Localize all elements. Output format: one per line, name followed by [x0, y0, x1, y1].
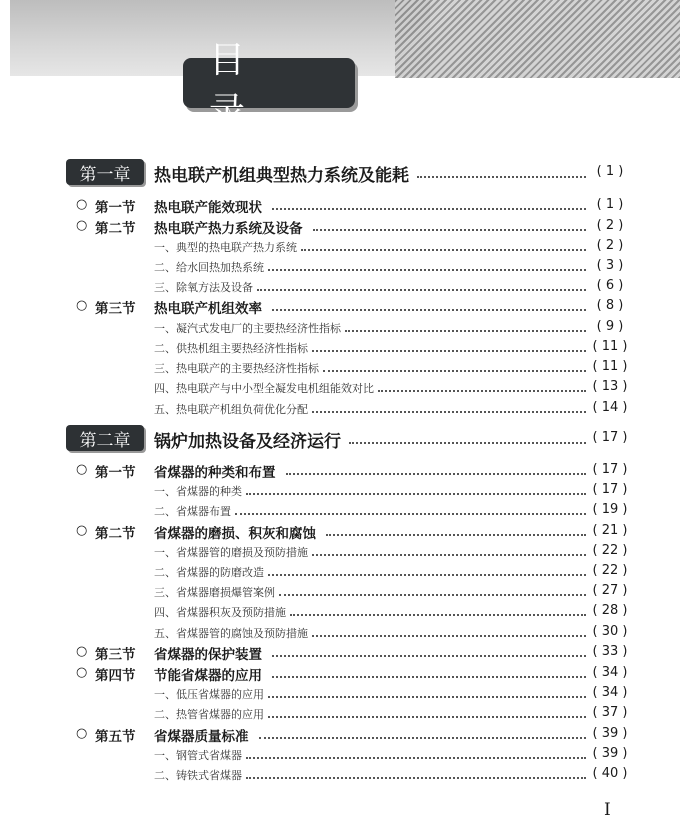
toc-page-number: ( 9 ) — [596, 319, 624, 334]
section-label: 第三节 — [95, 301, 136, 317]
bullet-circle: ○ — [76, 197, 88, 212]
dot-leader — [246, 767, 586, 779]
dot-leader — [290, 604, 586, 616]
subsection-title: 一、低压省煤器的应用 — [154, 688, 264, 701]
toc-page-number: ( 6 ) — [596, 278, 624, 293]
dot-leader — [272, 198, 586, 210]
section-label: 第二节 — [95, 221, 136, 237]
section-title: 热电联产能效现状 — [154, 200, 262, 216]
dot-leader — [246, 747, 586, 759]
toc-page-number: ( 40 ) — [592, 766, 628, 781]
dot-leader — [286, 463, 587, 475]
dot-leader — [257, 279, 586, 291]
toc-page-number: ( 39 ) — [592, 726, 628, 741]
toc-page-number: ( 21 ) — [592, 523, 628, 538]
toc-page-number: ( 34 ) — [592, 665, 628, 680]
toc-page-number: ( 11 ) — [592, 339, 628, 354]
bullet-circle: ○ — [76, 665, 88, 680]
dot-leader — [312, 625, 586, 637]
dot-leader — [272, 645, 586, 657]
toc-page-number: ( 1 ) — [596, 164, 624, 179]
section-label: 第一节 — [95, 465, 136, 481]
dot-leader — [312, 401, 586, 413]
dot-leader — [268, 686, 586, 698]
toc-page-number: ( 17 ) — [592, 462, 628, 477]
page-number: I — [604, 800, 611, 820]
section-title: 省煤器的保护装置 — [154, 647, 262, 663]
chapter-label: 第一章 — [66, 159, 144, 185]
subsection-title: 四、热电联产与中小型全凝发电机组能效对比 — [154, 382, 374, 395]
chapter-title: 锅炉加热设备及经济运行 — [154, 432, 341, 452]
dot-leader — [312, 340, 586, 352]
toc-page-number: ( 17 ) — [592, 430, 628, 445]
section-title: 节能省煤器的应用 — [154, 668, 262, 684]
subsection-title: 一、省煤器管的磨损及预防措施 — [154, 546, 308, 559]
subsection-title: 一、凝汽式发电厂的主要热经济性指标 — [154, 322, 341, 335]
dot-leader — [312, 544, 586, 556]
chapter-title: 热电联产机组典型热力系统及能耗 — [154, 166, 409, 186]
dot-leader — [301, 239, 586, 251]
subsection-title: 一、典型的热电联产热力系统 — [154, 241, 297, 254]
toc-page-number: ( 22 ) — [592, 543, 628, 558]
subsection-title: 一、钢管式省煤器 — [154, 749, 242, 762]
toc-page-number: ( 19 ) — [592, 502, 628, 517]
toc-page-number: ( 30 ) — [592, 624, 628, 639]
toc-page-number: ( 28 ) — [592, 603, 628, 618]
toc-page-number: ( 33 ) — [592, 644, 628, 659]
subsection-title: 二、热管省煤器的应用 — [154, 708, 264, 721]
subsection-title: 二、省煤器的防磨改造 — [154, 566, 264, 579]
toc-page-number: ( 34 ) — [592, 685, 628, 700]
dot-leader — [279, 584, 586, 596]
section-label: 第五节 — [95, 729, 136, 745]
bullet-circle: ○ — [76, 462, 88, 477]
bullet-circle: ○ — [76, 644, 88, 659]
subsection-title: 三、省煤器磨损爆管案例 — [154, 586, 275, 599]
subsection-title: 二、给水回热加热系统 — [154, 261, 264, 274]
bullet-circle: ○ — [76, 218, 88, 233]
subsection-title: 四、省煤器积灰及预防措施 — [154, 606, 286, 619]
dot-leader — [326, 524, 586, 536]
bullet-circle: ○ — [76, 298, 88, 313]
dot-leader — [259, 727, 587, 739]
subsection-title: 二、铸铁式省煤器 — [154, 769, 242, 782]
section-title: 热电联产机组效率 — [154, 301, 262, 317]
dot-leader — [268, 706, 586, 718]
dot-leader — [272, 299, 586, 311]
toc-page-number: ( 13 ) — [592, 379, 628, 394]
dot-leader — [378, 380, 586, 392]
section-title: 省煤器的种类和布置 — [154, 465, 276, 481]
toc-page-number: ( 8 ) — [596, 298, 624, 313]
section-label: 第四节 — [95, 668, 136, 684]
toc-page-number: ( 2 ) — [596, 238, 624, 253]
dot-leader — [323, 360, 586, 372]
toc-page-number: ( 11 ) — [592, 359, 628, 374]
dot-leader — [349, 432, 586, 444]
dot-leader — [313, 219, 587, 231]
subsection-title: 五、热电联产机组负荷优化分配 — [154, 403, 308, 416]
toc-page-number: ( 17 ) — [592, 482, 628, 497]
toc-page-number: ( 37 ) — [592, 705, 628, 720]
toc-page-number: ( 1 ) — [596, 197, 624, 212]
page-title: 目 录 — [183, 58, 355, 108]
bullet-circle: ○ — [76, 726, 88, 741]
section-label: 第一节 — [95, 200, 136, 216]
subsection-title: 二、供热机组主要热经济性指标 — [154, 342, 308, 355]
dot-leader — [246, 483, 586, 495]
section-label: 第三节 — [95, 647, 136, 663]
toc-page-number: ( 27 ) — [592, 583, 628, 598]
dot-leader — [268, 564, 586, 576]
toc-page-number: ( 39 ) — [592, 746, 628, 761]
section-label: 第二节 — [95, 526, 136, 542]
dot-leader — [345, 320, 586, 332]
section-title: 省煤器的磨损、积灰和腐蚀 — [154, 526, 316, 542]
dot-leader — [268, 259, 586, 271]
subsection-title: 五、省煤器管的腐蚀及预防措施 — [154, 627, 308, 640]
toc-page-number: ( 22 ) — [592, 563, 628, 578]
dot-leader — [272, 666, 586, 678]
section-title: 省煤器质量标准 — [154, 729, 249, 745]
chapter-label: 第二章 — [66, 425, 144, 451]
subsection-title: 二、省煤器布置 — [154, 505, 231, 518]
toc-page-number: ( 14 ) — [592, 400, 628, 415]
subsection-title: 一、省煤器的种类 — [154, 485, 242, 498]
subsection-title: 三、除氧方法及设备 — [154, 281, 253, 294]
section-title: 热电联产热力系统及设备 — [154, 221, 303, 237]
subsection-title: 三、热电联产的主要热经济性指标 — [154, 362, 319, 375]
dot-leader — [417, 166, 586, 178]
bullet-circle: ○ — [76, 523, 88, 538]
toc-page-number: ( 2 ) — [596, 218, 624, 233]
toc-page-number: ( 3 ) — [596, 258, 624, 273]
dot-leader — [235, 503, 586, 515]
